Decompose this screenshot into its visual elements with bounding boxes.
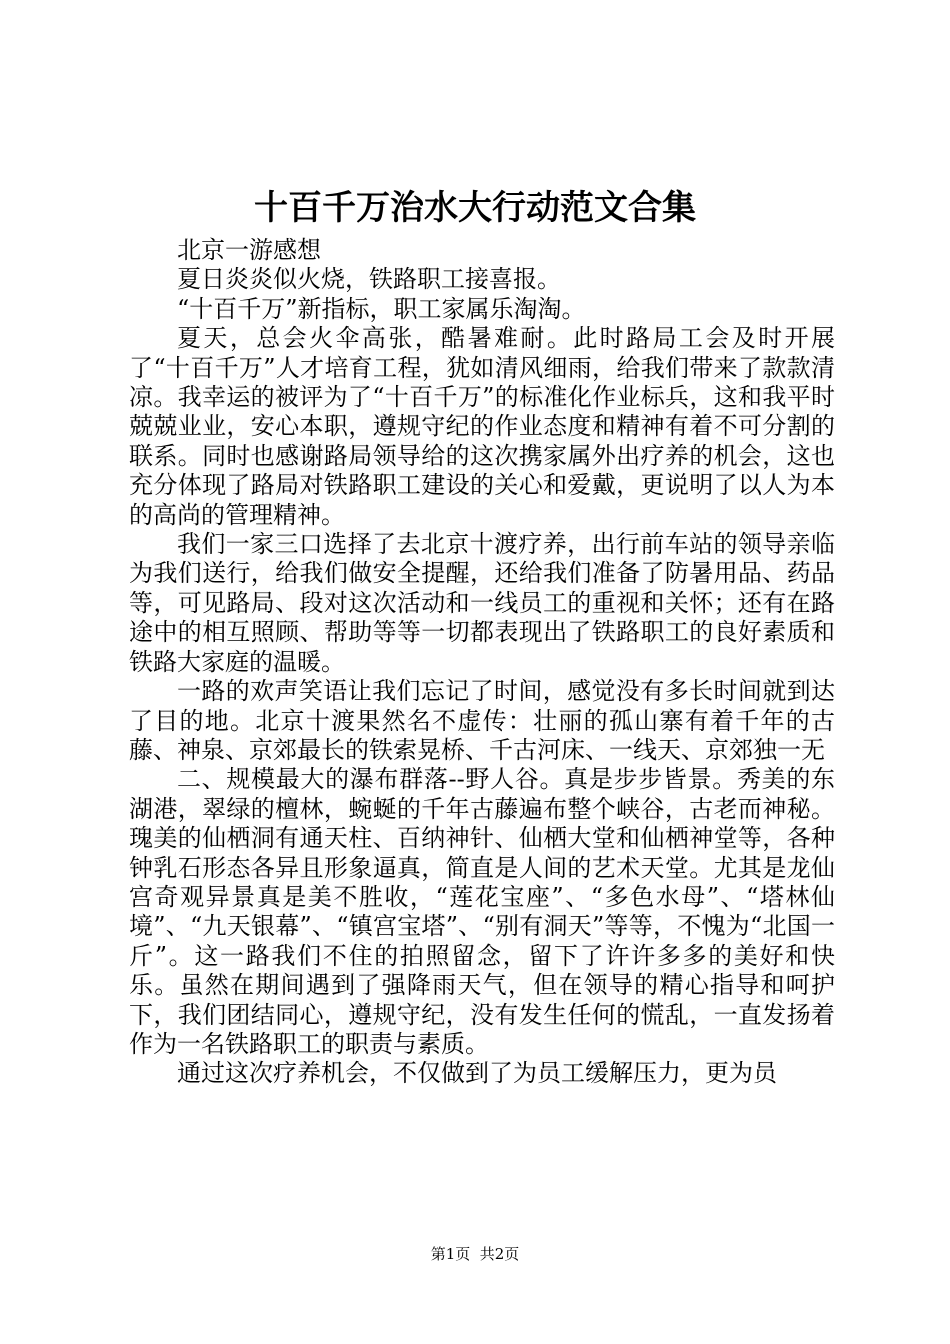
paragraph: 我们一家三口选择了去北京十渡疗养，出行前车站的领导亲临为我们送行，给我们做安全提醒，还给我们准备了防暑用品、药品等，可见路局、段对这次活动和一线员工的重视和关怀；还有在路途中的相互照顾、帮助等等一切都表现出了铁路职工的良好素质和铁路大家庭的温暖。 [129,530,835,676]
paragraph-verse-1: 夏日炎炎似火烧，铁路职工接喜报。 [177,265,561,294]
page-footer [0,1244,950,1264]
document-body [129,236,835,1089]
paragraph-subtitle: 北京一游感想 [177,236,321,264]
document-title: 十百千万治水大行动范文合集 [254,188,696,228]
paragraph: 通过这次疗养机会，不仅做到了为员工缓解压力，更为员 [177,1059,777,1088]
paragraph: 二、规模最大的瀑布群落--野人谷。真是步步皆景。秀美的东湖港，翠绿的檀林，蜿蜒的千年古藤遍布整个峡谷，古老而神秘。瑰美的仙栖洞有通天柱、百纳神针、仙栖大堂和仙栖神堂等，各种钟乳石形态各异且形象逼真，简直是人间的艺术天堂。尤其是龙仙宫奇观异景真是美不胜收，“莲花宝座”、“多色水母”、“塔林仙境”、“九天银幕”、“镇宫宝塔”、“别有洞天”等等，不愧为“北国一斤”。这一路我们不住的拍照留念，留下了许许多多的美好和快乐。虽然在期间遇到了强降雨天气，但在领导的精心指导和呵护下，我们团结同心，遵规守纪，没有发生任何的慌乱，一直发扬着作为一名铁路职工的职责与素质。 [129,765,835,1058]
paragraph: 夏天，总会火伞高张，酷暑难耐。此时路局工会及时开展了“十百千万”人才培育工程，犹如清风细雨，给我们带来了款款清凉。我幸运的被评为了“十百千万”的标准化作业标兵，这和我平时兢兢业业，安心本职，遵规守纪的作业态度和精神有着不可分割的联系。同时也感谢路局领导给的这次携家属外出疗养的机会，这也充分体现了路局对铁路职工建设的关心和爱戴，更说明了以人为本的高尚的管理精神。 [129,324,835,529]
paragraph-verse-2: “十百千万”新指标，职工家属乐淘淘。 [177,294,586,323]
page-number: 第1页 共2页 [430,1245,520,1263]
paragraph: 一路的欢声笑语让我们忘记了时间，感觉没有多长时间就到达了目的地。北京十渡果然名不虚传：壮丽的孤山寨有着千年的古藤、神泉、京郊最长的铁索晃桥、千古河床、一线天、京郊独一无 [129,677,835,764]
